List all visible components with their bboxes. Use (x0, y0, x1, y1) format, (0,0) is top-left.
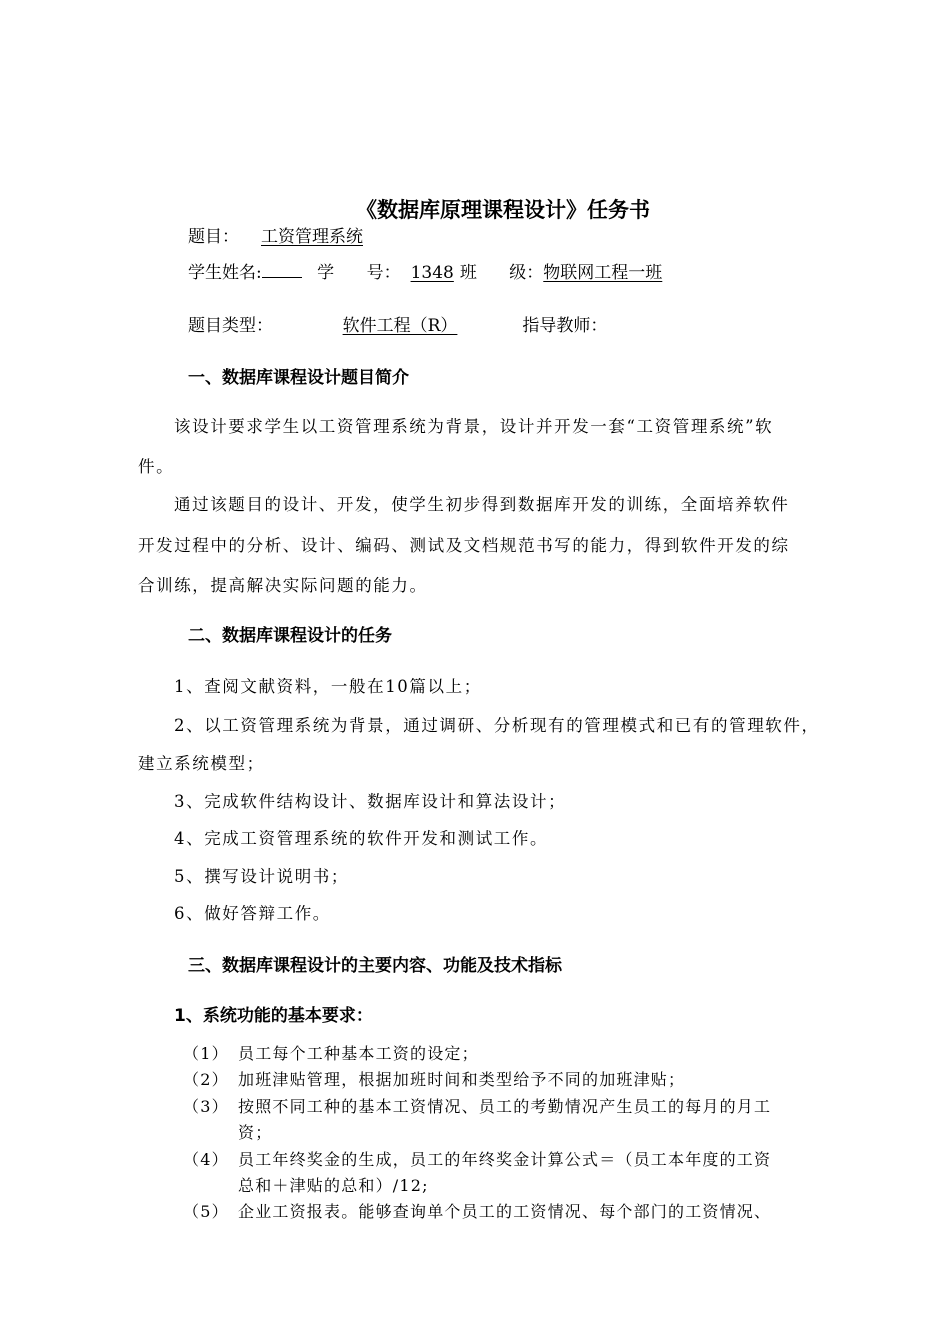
student-name-blank (262, 261, 302, 278)
task-3: 3、完成软件结构设计、数据库设计和算法设计； (174, 792, 567, 811)
section3-heading: 三、数据库课程设计的主要内容、功能及技术指标 (188, 956, 562, 976)
section2-heading: 二、数据库课程设计的任务 (188, 626, 392, 646)
section1-p1-line1: 该设计要求学生以工资管理系统为背景，设计并开发一套“工资管理系统”软 (174, 417, 774, 436)
task-6: 6、做好答辩工作。 (174, 904, 331, 923)
requirement-4-line2: 总和＋津贴的总和）/12; (238, 1176, 429, 1195)
requirement-2-num: （2） (183, 1070, 229, 1089)
task-4: 4、完成工资管理系统的软件开发和测试工作。 (174, 829, 549, 848)
section1-p2-line2: 开发过程中的分析、设计、编码、测试及文档规范书写的能力，得到软件开发的综 (138, 536, 790, 555)
requirement-5-line1: 企业工资报表。能够查询单个员工的工资情况、每个部门的工资情况、 (238, 1202, 772, 1221)
requirement-3-line2: 资； (238, 1123, 273, 1142)
section1-p2-line1: 通过该题目的设计、开发，使学生初步得到数据库开发的训练，全面培养软件 (174, 495, 790, 514)
topic-row (188, 222, 379, 247)
student-name-label: 学生姓名: (188, 263, 262, 283)
requirement-5-num: （5） (183, 1202, 229, 1221)
task-2-line1: 2、以工资管理系统为背景，通过调研、分析现有的管理模式和已有的管理软件， (174, 716, 820, 735)
task-5: 5、撰写设计说明书； (174, 867, 349, 886)
requirement-1-num: （1） (183, 1044, 229, 1063)
task-2-line2: 建立系统模型； (138, 754, 265, 773)
type-value: 软件工程（R） (342, 316, 458, 336)
document-title: 《数据库原理课程设计》任务书 (356, 198, 650, 222)
section1-heading: 一、数据库课程设计题目简介 (188, 368, 409, 388)
class-value: 物联网工程一班 (543, 263, 663, 283)
section1-p2-line3: 合训练，提高解决实际问题的能力。 (138, 576, 428, 595)
section3-subheading: 1、系统功能的基本要求： (174, 1006, 373, 1026)
advisor-label: 指导教师： (522, 316, 608, 336)
topic-label: 题目： (188, 227, 239, 247)
student-id-label: 学 号： (317, 263, 401, 283)
requirement-3-line1: 按照不同工种的基本工资情况、员工的考勤情况产生员工的每月的月工 (238, 1097, 772, 1116)
task-1: 1、查阅文献资料，一般在10篇以上； (174, 677, 482, 696)
type-row (188, 311, 607, 336)
requirement-4-num: （4） (183, 1150, 229, 1169)
requirement-3-num: （3） (183, 1097, 229, 1116)
student-id-value: 1348 (410, 263, 454, 283)
student-row (188, 258, 662, 283)
class-label: 班 级： (459, 263, 544, 283)
section1-p1-line2: 件。 (138, 457, 175, 476)
requirement-1-line1: 员工每个工种基本工资的设定； (238, 1044, 479, 1063)
requirement-2-line1: 加班津贴管理，根据加班时间和类型给予不同的加班津贴； (238, 1070, 686, 1089)
requirement-4-line1: 员工年终奖金的生成，员工的年终奖金计算公式＝（员工本年度的工资 (238, 1150, 772, 1169)
type-label: 题目类型： (188, 316, 273, 336)
topic-value: 工资管理系统 (261, 227, 363, 247)
